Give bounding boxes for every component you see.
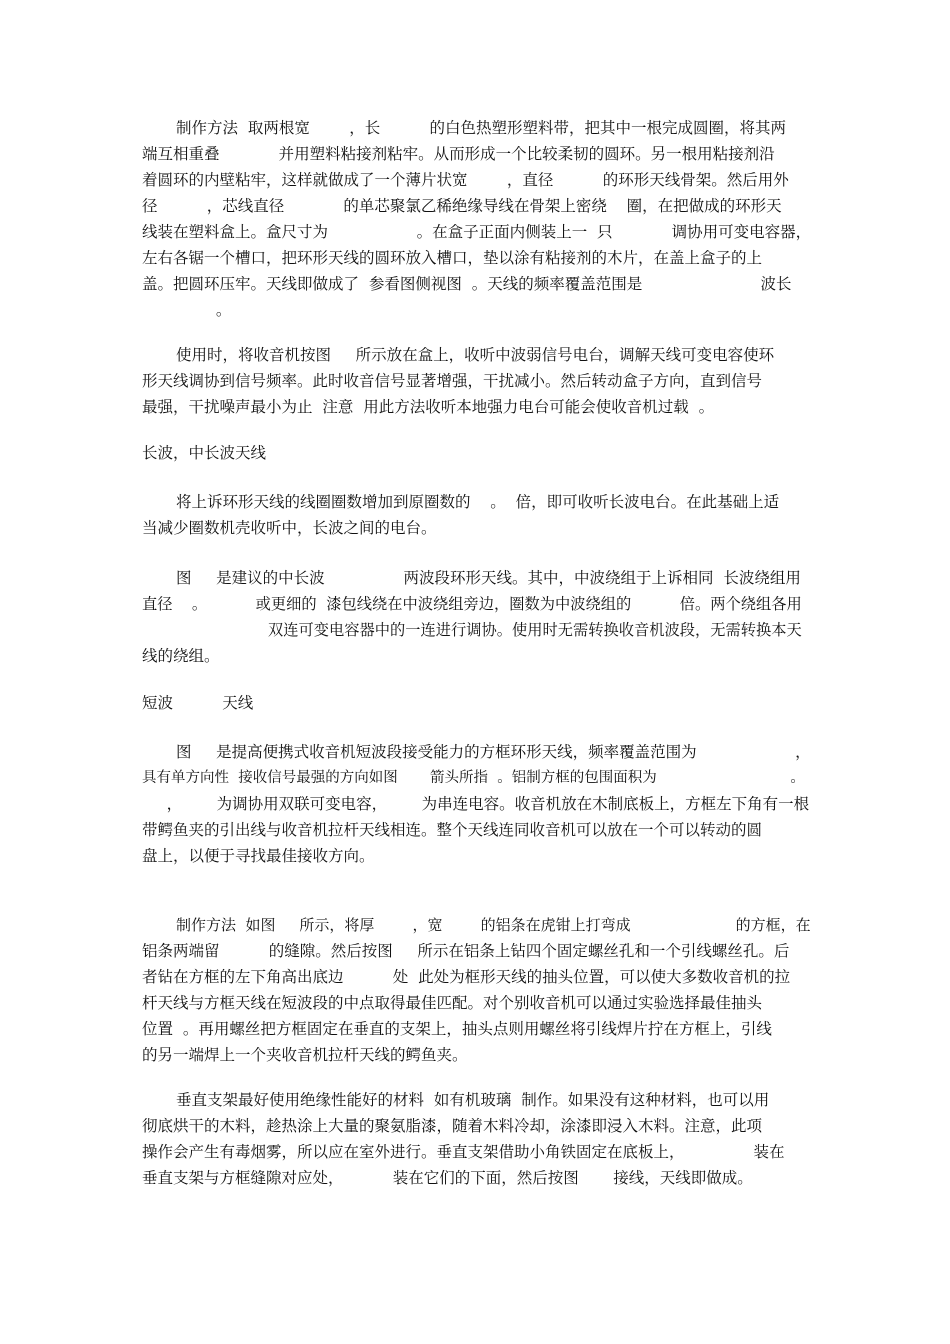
paragraph-1-line-6: 左右各锯一个槽口，把环形天线的圆环放入槽口，垫以涂有粘接剂的木片，在盖上盒子的上 <box>142 249 763 267</box>
paragraph-1-line-2: 端互相重叠 并用塑料粘接剂粘牢。从而形成一个比较柔韧的圆环。另一根用粘接剂沿 <box>142 145 775 163</box>
section-heading-long-wave: 长波，中长波天线 <box>142 444 267 462</box>
paragraph-6-line-4: 杆天线与方框天线在短波段的中点取得最佳匹配。对个别收音机可以通过实验选择最佳抽头 <box>142 994 763 1012</box>
paragraph-1-line-5: 线装在塑料盒上。盒尺寸为 。在盒子正面内侧装上一 只 调协用可变电容器， <box>142 223 812 241</box>
paragraph-4-line-4: 线的绕组。 <box>142 647 220 665</box>
paragraph-6-line-1: 制作方法 如图 所示，将厚 ，宽 的铝条在虎钳上打弯成 的方框，在 <box>176 916 811 934</box>
paragraph-1-line-3: 着圆环的内壁粘牢，这样就做成了一个薄片状宽 ，直径 的环形天线骨架。然后用外 <box>142 171 789 189</box>
paragraph-7-line-4: 垂直支架与方框缝隙对应处， 装在它们的下面，然后按图 接线，天线即做成。 <box>142 1169 753 1187</box>
paragraph-6-line-2: 铝条两端留 的缝隙。然后按图 所示在铝条上钻四个固定螺丝孔和一个引线螺丝孔。后 <box>142 942 790 960</box>
section-heading-short-wave: 短波 天线 <box>142 694 254 712</box>
paragraph-4-line-1: 图 是建议的中长波 两波段环形天线。其中，中波绕组于上诉相同 长波绕组用 <box>176 569 801 587</box>
paragraph-2-line-1: 使用时，将收音机按图 所示放在盒上，收听中波弱信号电台，调解天线可变电容使环 <box>176 346 775 364</box>
paragraph-5-line-1: 图 是提高便携式收音机短波段接受能力的方框环形天线，频率覆盖范围为 ， <box>176 743 811 761</box>
paragraph-2-line-3: 最强，干扰噪声最小为止 注意 用此方法收听本地强力电台可能会使收音机过载 。 <box>142 398 715 416</box>
paragraph-1-line-1: 制作方法 取两根宽 ，长 的白色热塑形塑料带，把其中一根完成圆圈，将其两 <box>176 119 787 137</box>
paragraph-3-line-2: 当减少圈数机壳收听中，长波之间的电台。 <box>142 519 437 537</box>
paragraph-5-line-3: ， 为调协用双联可变电容， 为串连电容。收音机放在木制底板上，方框左下角有一根 <box>142 795 810 813</box>
paragraph-3-line-1: 将上诉环形天线的线圈圈数增加到原圈数的 。 倍，即可收听长波电台。在此基础上适 <box>176 493 780 511</box>
paragraph-1-line-4: 径 ，芯线直径 的单芯聚氯乙稀绝缘导线在骨架上密绕 圈，在把做成的环形天 <box>142 197 782 215</box>
paragraph-2-line-2: 形天线调协到信号频率。此时收音信号显著增强，干扰减小。然后转动盒子方向，直到信号 <box>142 372 763 390</box>
paragraph-5-line-2: 具有单方向性 接收信号最强的方向如图 箭头所指 。铝制方框的包围面积为 。 <box>142 770 805 786</box>
paragraph-5-line-4: 带鳄鱼夹的引出线与收音机拉杆天线相连。整个天线连同收音机可以放在一个可以转动的圆 <box>142 821 763 839</box>
paragraph-6-line-3: 者钻在方框的左下角高出底边 处 此处为框形天线的抽头位置，可以使大多数收音机的拉 <box>142 968 791 986</box>
paragraph-1-line-7: 盖。把圆环压牢。天线即做成了 参看图侧视图 。天线的频率覆盖范围是 波长 <box>142 275 792 293</box>
paragraph-5-line-5: 盘上，以便于寻找最佳接收方向。 <box>142 847 375 865</box>
paragraph-7-line-1: 垂直支架最好使用绝缘性能好的材料 如有机玻璃 制作。如果没有这种材料，也可以用 <box>176 1091 770 1109</box>
paragraph-1-line-8: 。 <box>142 301 232 319</box>
paragraph-6-line-5: 位置 。再用螺丝把方框固定在垂直的支架上，抽头点则用螺丝将引线焊片拧在方框上，引线 <box>142 1020 772 1038</box>
paragraph-6-line-6: 的另一端焊上一个夹收音机拉杆天线的鳄鱼夹。 <box>142 1046 468 1064</box>
paragraph-4-line-3: 双连可变电容器中的一连进行调协。使用时无需转换收音机波段，无需转换本天 <box>142 621 802 639</box>
paragraph-7-line-3: 操作会产生有毒烟雾，所以应在室外进行。垂直支架借助小角铁固定在底板上， 装在 <box>142 1143 785 1161</box>
paragraph-4-line-2: 直径 。 或更细的 漆包线绕在中波绕组旁边，圈数为中波绕组的 倍。两个绕组各用 <box>142 595 802 613</box>
paragraph-7-line-2: 彻底烘干的木料，趁热涂上大量的聚氨脂漆，随着木料冷却，涂漆即浸入木料。注意，此项 <box>142 1117 763 1135</box>
